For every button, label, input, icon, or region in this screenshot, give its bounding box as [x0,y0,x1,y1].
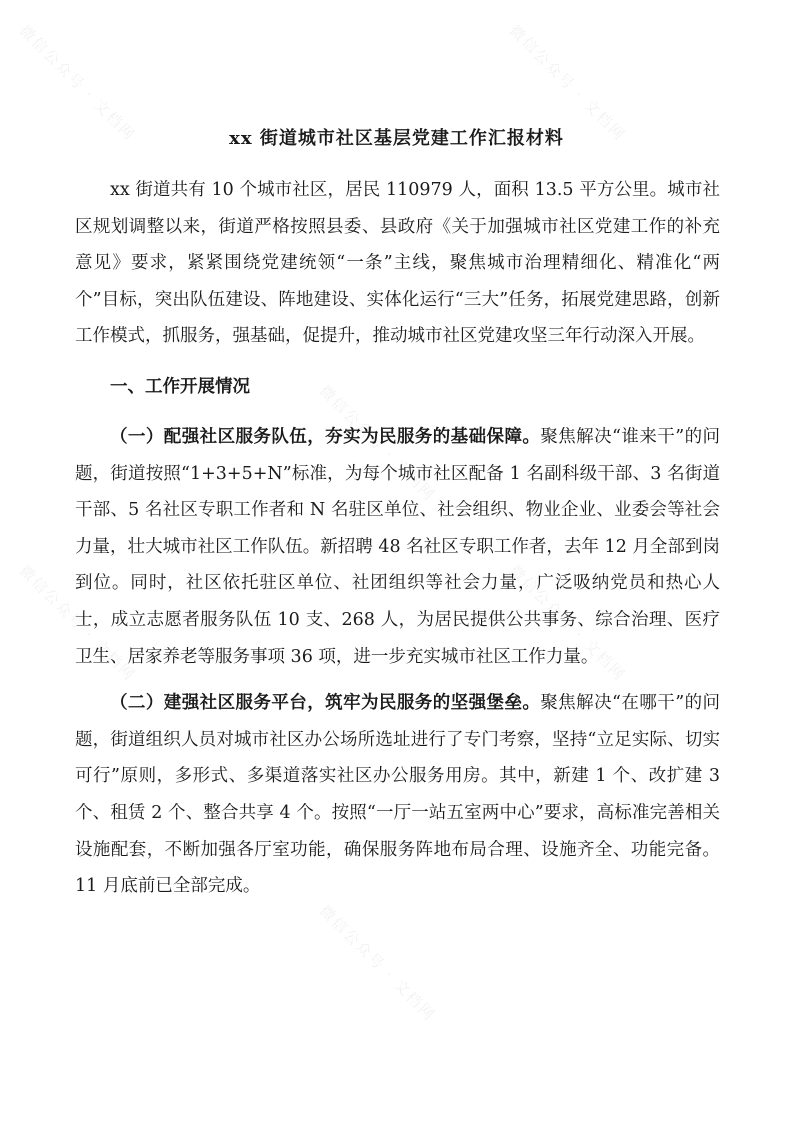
document-title: xx 街道城市社区基层党建工作汇报材料 [229,128,564,149]
item-body-2: 聚焦解决“在哪干”的问题，街道组织人员对城市社区办公场所选址进行了专门考察，坚持“立足实际、切实可行”原则，多形式、多渠道落实社区办公服务用房。其中，新建 1 个、改扩建 3 个、租赁 2 个、整合共享 4 个。按照“一厅一站五室两中心”要求，高标准完善相关设施配套，不断加强各厅室功能，确保服务阵地布局合理、设施齐全、功能完备。11 月底前已全部完成。 [75,693,720,897]
section-heading: 一、工作开展情况 [110,376,250,397]
watermark-text: 微信公众号 · 文档网 [15,561,140,685]
item-lead-1: （一）配强社区服务队伍，夯实为民服务的基础保障。 [110,426,541,447]
item-body-1: 聚焦解决“谁来干”的问题，街道按照“1+3+5+N”标准，为每个城市社区配备 1 名副科级干部、3 名街道干部、5 名社区专职工作者和 N 名驻区单位、社会组织、物业企业、业委会等社会力量，壮大城市社区工作队伍。新招聘 48 名社区专职工作者，去年 12 月全部到岗到位。同时，社区依托驻区单位、社团组织等社会力量，广泛吸纳党员和热心人士，成立志愿者服务队伍 10 支、268 人，为居民提供公共事务、综合治理、医疗卫生、居家养老等服务事项 36 项，进一步充实城市社区工作力量。 [75,426,720,667]
watermark-text: 微信公众号 · 文档网 [505,561,630,685]
item-paragraph-1 [75,419,720,675]
watermark-text: 微信公众号 · 文档网 [15,21,140,145]
item-lead-2: （二）建强社区服务平台，筑牢为民服务的坚强堡垒。 [110,693,541,714]
intro-paragraph: xx 街道共有 10 个城市社区，居民 110979 人，面积 13.5 平方公里。城市社区规划调整以来，街道严格按照县委、县政府《关于加强城市社区党建工作的补充意见》要求，紧紧围绕党建统领“一条”主线，聚焦城市治理精细化、精准化“两个”目标，突出队伍建设、阵地建设、实体化运行“三大”任务，拓展党建思路，创新工作模式，抓服务，强基础，促提升，推动城市社区党建攻坚三年行动深入开展。 [75,180,720,347]
item-paragraph-2 [75,685,720,905]
document-body [75,172,720,905]
watermark-text: 微信公众号 · 文档网 [315,381,440,505]
watermark-text: 微信公众号 · 文档网 [505,21,630,145]
watermark-text: 微信公众号 · 文档网 [315,901,440,1025]
